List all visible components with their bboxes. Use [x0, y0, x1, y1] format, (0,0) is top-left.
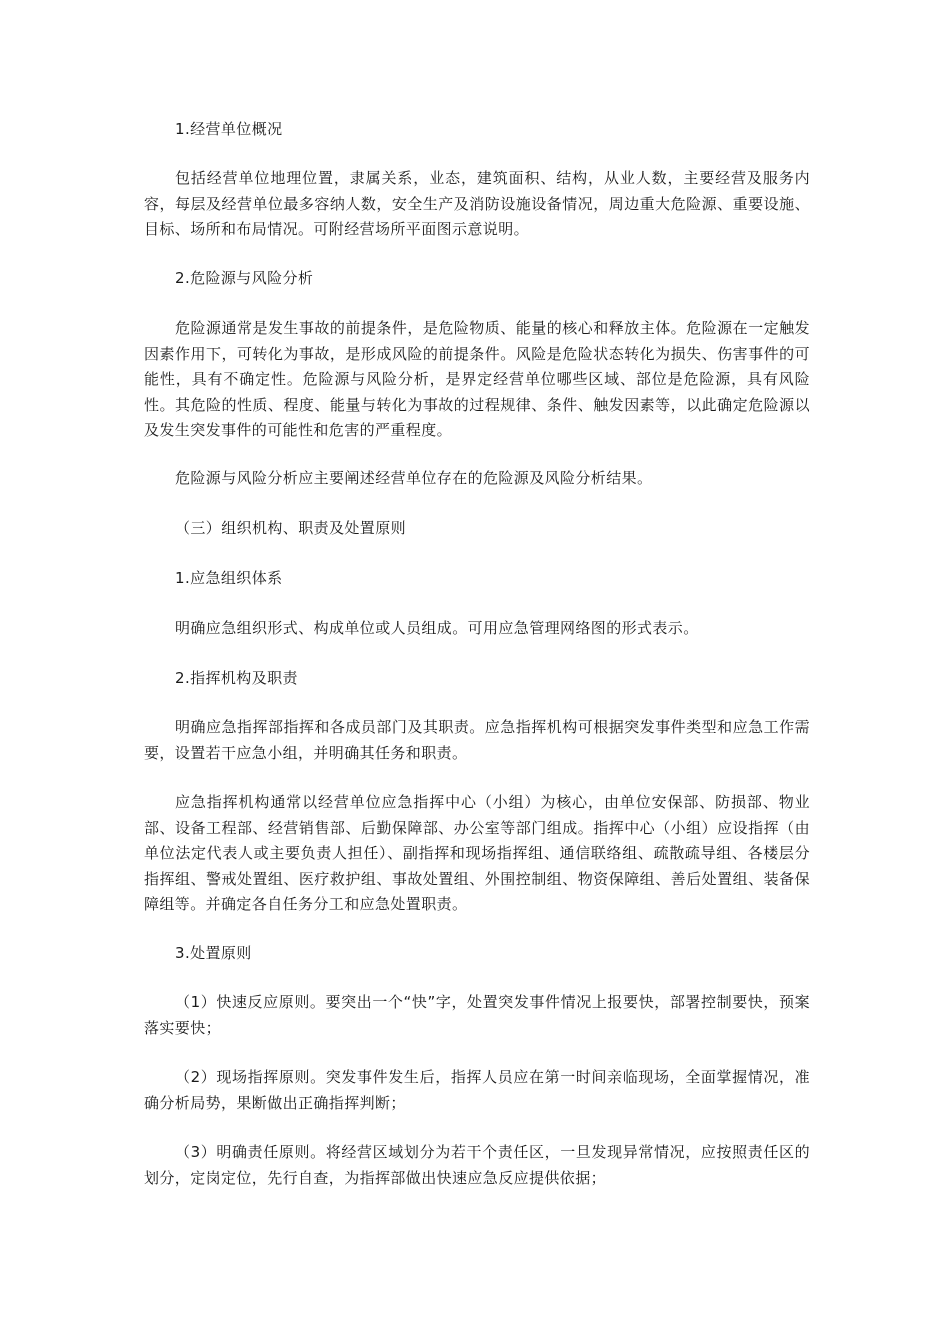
heading-operating-unit-overview: 1.经营单位概况 [175, 120, 283, 138]
heading-organization-section: （三）组织机构、职责及处置原则 [175, 519, 407, 537]
paragraph-emergency-organization-system: 明确应急组织形式、构成单位或人员组成。可用应急管理网络图的形式表示。 [175, 619, 699, 637]
heading-handling-principles: 3.处置原则 [175, 944, 252, 962]
paragraph-principle-onsite-command: （2）现场指挥原则。突发事件发生后，指挥人员应在第一时间亲临现场，全面掌握情况，准确分析局势，果断做出正确指挥判断； [144, 1068, 810, 1112]
heading-command-structure: 2.指挥机构及职责 [175, 669, 298, 687]
paragraph-principle-clear-responsibility: （3）明确责任原则。将经营区域划分为若干个责任区，一旦发现异常情况，应按照责任区的划分，定岗定位，先行自查，为指挥部做出快速应急反应提供依据； [144, 1143, 810, 1187]
paragraph-hazard-risk-analysis: 危险源通常是发生事故的前提条件，是危险物质、能量的核心和释放主体。危险源在一定触发因素作用下，可转化为事故，是形成风险的前提条件。风险是危险状态转化为损失、伤害事件的可能性，具有不确定性。危险源与风险分析，是界定经营单位哪些区域、部位是危险源，具有风险性。其危险的性质、程度、能量与转化为事故的过程规律、条件、触发因素等，以此确定危险源以及发生突发事件的可能性和危害的严重程度。 [144, 319, 810, 439]
heading-hazard-risk-analysis: 2.危险源与风险分析 [175, 269, 314, 287]
paragraph-command-center-composition: 应急指挥机构通常以经营单位应急指挥中心（小组）为核心，由单位安保部、防损部、物业部、设备工程部、经营销售部、后勤保障部、办公室等部门组成。指挥中心（小组）应设指挥（由单位法定代表人或主要负责人担任）、副指挥和现场指挥组、通信联络组、疏散疏导组、各楼层分指挥组、警戒处置组、医疗救护组、事故处置组、外围控制组、物资保障组、善后处置组、装备保障组等。并确定各自任务分工和应急处置职责。 [144, 793, 810, 913]
heading-emergency-organization-system: 1.应急组织体系 [175, 569, 283, 587]
paragraph-operating-unit-overview: 包括经营单位地理位置，隶属关系，业态，建筑面积、结构，从业人数，主要经营及服务内容，每层及经营单位最多容纳人数，安全生产及消防设施设备情况，周边重大危险源、重要设施、目标、场所和布局情况。可附经营场所平面图示意说明。 [144, 169, 810, 238]
paragraph-principle-rapid-response: （1）快速反应原则。要突出一个“快”字，处置突发事件情况上报要快，部署控制要快，预案落实要快； [144, 993, 810, 1037]
paragraph-command-structure: 明确应急指挥部指挥和各成员部门及其职责。应急指挥机构可根据突发事件类型和应急工作需要，设置若干应急小组，并明确其任务和职责。 [144, 718, 810, 762]
paragraph-hazard-risk-summary: 危险源与风险分析应主要阐述经营单位存在的危险源及风险分析结果。 [175, 469, 653, 487]
